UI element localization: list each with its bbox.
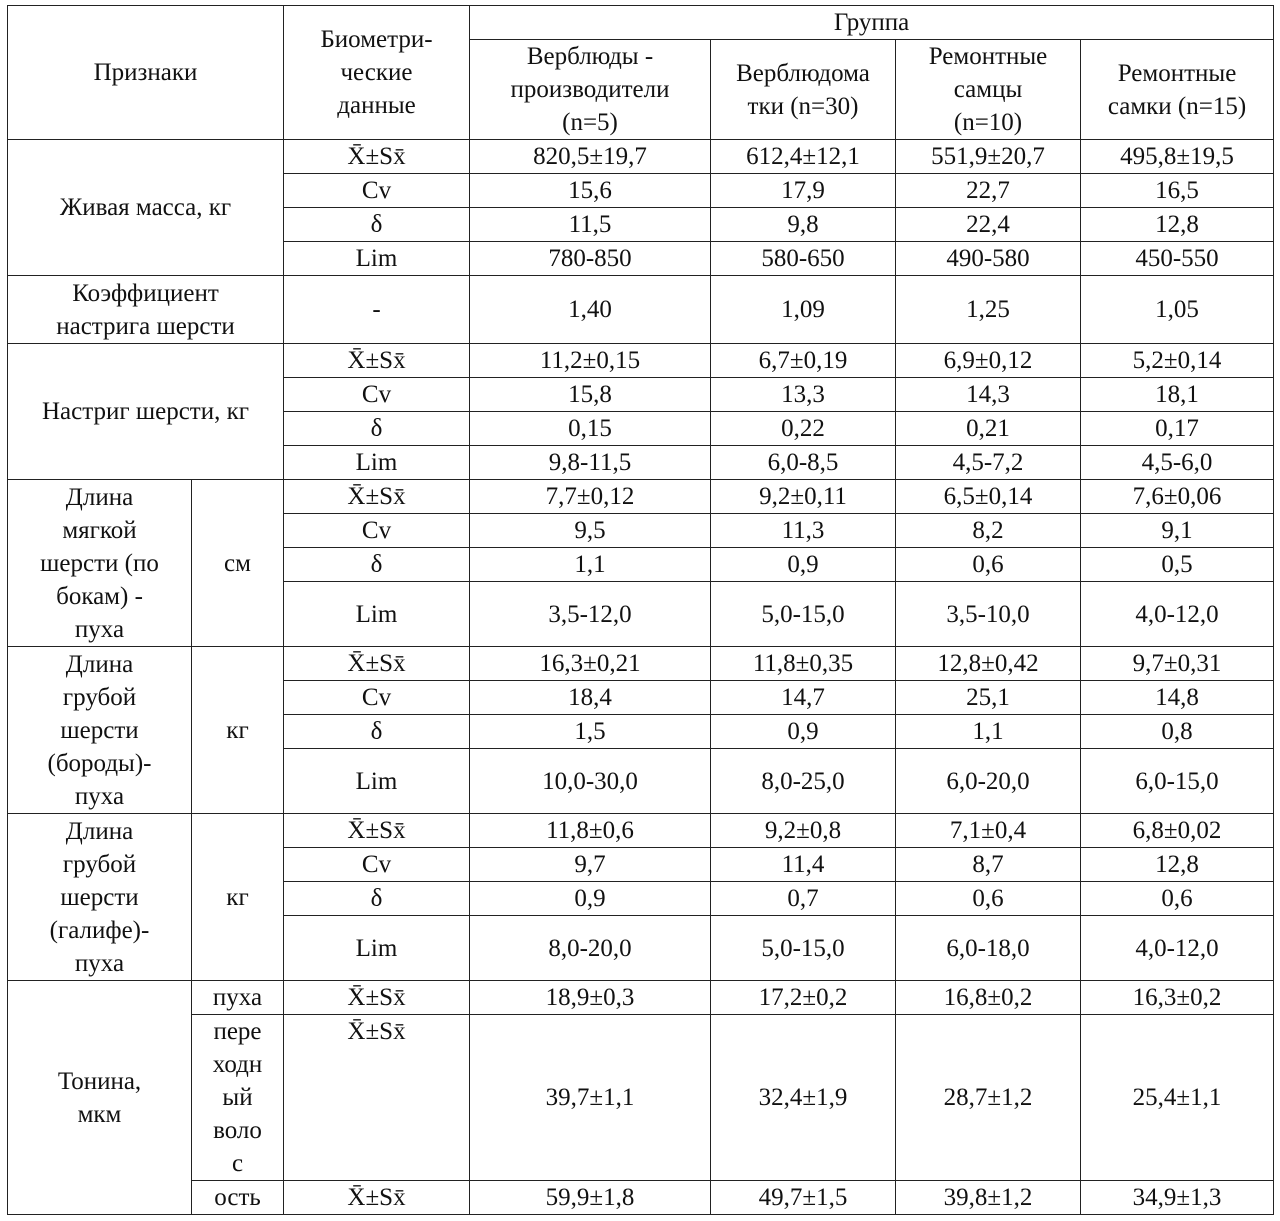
value-cell: 4,5-6,0 [1081,446,1274,480]
shear-coef-label: Коэффициент настрига шерсти [8,276,284,344]
value-cell: 49,7±1,5 [711,1181,896,1215]
value-cell: 3,5-12,0 [470,582,711,647]
value-cell: 9,2±0,11 [711,480,896,514]
wool-shear-label: Настриг шерсти, кг [8,344,284,480]
value-cell: 16,3±0,2 [1081,981,1274,1015]
coarse-beard-label: Длина грубой шерсти (бороды)- пуха [8,647,192,814]
live-mass-label: Живая масса, кг [8,140,284,276]
value-cell: 6,0-15,0 [1081,749,1274,814]
value-cell: 15,8 [470,378,711,412]
value-cell: 6,0-8,5 [711,446,896,480]
value-cell: 9,7±0,31 [1081,647,1274,681]
value-cell: 780-850 [470,242,711,276]
value-cell: 0,6 [896,882,1081,916]
header-group-1: Верблюды - производители (n=5) [470,40,711,140]
value-cell: 580-650 [711,242,896,276]
value-cell: 32,4±1,9 [711,1015,896,1181]
table-body [8,6,1274,1215]
value-cell: 22,4 [896,208,1081,242]
stat-lim: Lim [284,749,470,814]
value-cell: 13,3 [711,378,896,412]
value-cell: 14,8 [1081,681,1274,715]
value-cell: 1,5 [470,715,711,749]
value-cell: 11,8±0,6 [470,814,711,848]
stat-cv: Cv [284,848,470,882]
stat-mean: X̄±Sx̄ [284,981,470,1015]
value-cell: 4,0-12,0 [1081,582,1274,647]
header-group-3: Ремонтные самцы (n=10) [896,40,1081,140]
value-cell: 11,3 [711,514,896,548]
value-cell: 0,21 [896,412,1081,446]
stat-delta: δ [284,882,470,916]
stat-delta: δ [284,412,470,446]
biometric-table [7,5,1274,1215]
value-cell: 12,8 [1081,208,1274,242]
value-cell: 11,4 [711,848,896,882]
value-cell: 0,22 [711,412,896,446]
value-cell: 5,2±0,14 [1081,344,1274,378]
value-cell: 6,0-20,0 [896,749,1081,814]
value-cell: 10,0-30,0 [470,749,711,814]
value-cell: 15,6 [470,174,711,208]
value-cell: 6,7±0,19 [711,344,896,378]
stat-cv: Cv [284,514,470,548]
stat-lim: Lim [284,916,470,981]
value-cell: 7,6±0,06 [1081,480,1274,514]
coarse-galife-unit: кг [192,814,284,981]
value-cell: 22,7 [896,174,1081,208]
stat-mean: X̄±Sx̄ [284,814,470,848]
value-cell: 7,1±0,4 [896,814,1081,848]
header-biometric: Биометри- ческие данные [284,6,470,140]
soft-wool-label: Длина мягкой шерсти (по бокам) - пуха [8,480,192,647]
stat-mean: X̄±Sx̄ [284,647,470,681]
value-cell: 0,7 [711,882,896,916]
value-cell: 8,0-20,0 [470,916,711,981]
stat-cv: Cv [284,378,470,412]
stat-delta: δ [284,208,470,242]
value-cell: 9,7 [470,848,711,882]
value-cell: 18,1 [1081,378,1274,412]
value-cell: 450-550 [1081,242,1274,276]
stat-lim: Lim [284,582,470,647]
value-cell: 1,09 [711,276,896,344]
value-cell: 0,9 [711,548,896,582]
value-cell: 1,40 [470,276,711,344]
stat-lim: Lim [284,446,470,480]
stat-delta: δ [284,715,470,749]
coarse-galife-label: Длина грубой шерсти (галифе)- пуха [8,814,192,981]
value-cell: 9,2±0,8 [711,814,896,848]
value-cell: 0,5 [1081,548,1274,582]
value-cell: 8,2 [896,514,1081,548]
value-cell: 1,1 [896,715,1081,749]
value-cell: 11,2±0,15 [470,344,711,378]
value-cell: 16,5 [1081,174,1274,208]
value-cell: 4,0-12,0 [1081,916,1274,981]
fineness-label: Тонина, мкм [8,981,192,1215]
stat-mean: X̄±Sx̄ [284,1181,470,1215]
value-cell: 0,15 [470,412,711,446]
fineness-transitional-label: пере ходн ый воло с [192,1015,284,1181]
header-trait: Признаки [8,6,284,140]
value-cell: 59,9±1,8 [470,1181,711,1215]
fineness-guard-label: ость [192,1181,284,1215]
value-cell: 18,9±0,3 [470,981,711,1015]
fineness-down-label: пуха [192,981,284,1015]
value-cell: 0,6 [1081,882,1274,916]
value-cell: 14,3 [896,378,1081,412]
value-cell: 12,8 [1081,848,1274,882]
value-cell: 6,8±0,02 [1081,814,1274,848]
value-cell: 8,0-25,0 [711,749,896,814]
value-cell: 9,8-11,5 [470,446,711,480]
value-cell: 16,3±0,21 [470,647,711,681]
value-cell: 490-580 [896,242,1081,276]
header-group: Группа [470,6,1274,40]
value-cell: 1,05 [1081,276,1274,344]
value-cell: 0,9 [470,882,711,916]
value-cell: 16,8±0,2 [896,981,1081,1015]
value-cell: 1,25 [896,276,1081,344]
value-cell: 34,9±1,3 [1081,1181,1274,1215]
value-cell: 9,1 [1081,514,1274,548]
value-cell: 551,9±20,7 [896,140,1081,174]
value-cell: 8,7 [896,848,1081,882]
value-cell: 0,8 [1081,715,1274,749]
value-cell: 18,4 [470,681,711,715]
value-cell: 17,9 [711,174,896,208]
value-cell: 6,0-18,0 [896,916,1081,981]
value-cell: 12,8±0,42 [896,647,1081,681]
value-cell: 9,8 [711,208,896,242]
value-cell: 25,4±1,1 [1081,1015,1274,1181]
header-group-2: Верблюдома тки (n=30) [711,40,896,140]
value-cell: 9,5 [470,514,711,548]
value-cell: 0,6 [896,548,1081,582]
soft-wool-unit: см [192,480,284,647]
stat-cv: Cv [284,174,470,208]
value-cell: 11,5 [470,208,711,242]
header-group-4: Ремонтные самки (n=15) [1081,40,1274,140]
value-cell: 6,9±0,12 [896,344,1081,378]
stat-mean: X̄±Sx̄ [284,140,470,174]
value-cell: 0,17 [1081,412,1274,446]
stat-mean: X̄±Sx̄ [284,480,470,514]
value-cell: 28,7±1,2 [896,1015,1081,1181]
value-cell: 7,7±0,12 [470,480,711,514]
value-cell: 39,8±1,2 [896,1181,1081,1215]
value-cell: 11,8±0,35 [711,647,896,681]
value-cell: 14,7 [711,681,896,715]
stat-mean: X̄±Sx̄ [284,344,470,378]
value-cell: 820,5±19,7 [470,140,711,174]
value-cell: 612,4±12,1 [711,140,896,174]
value-cell: 17,2±0,2 [711,981,896,1015]
stat-delta: δ [284,548,470,582]
value-cell: 25,1 [896,681,1081,715]
value-cell: 5,0-15,0 [711,916,896,981]
stat-cv: Cv [284,681,470,715]
value-cell: 1,1 [470,548,711,582]
stat-dash: - [284,276,470,344]
value-cell: 495,8±19,5 [1081,140,1274,174]
stat-mean: X̄±Sx̄ [284,1015,470,1181]
value-cell: 4,5-7,2 [896,446,1081,480]
value-cell: 3,5-10,0 [896,582,1081,647]
value-cell: 0,9 [711,715,896,749]
value-cell: 6,5±0,14 [896,480,1081,514]
value-cell: 39,7±1,1 [470,1015,711,1181]
value-cell: 5,0-15,0 [711,582,896,647]
coarse-beard-unit: кг [192,647,284,814]
stat-lim: Lim [284,242,470,276]
